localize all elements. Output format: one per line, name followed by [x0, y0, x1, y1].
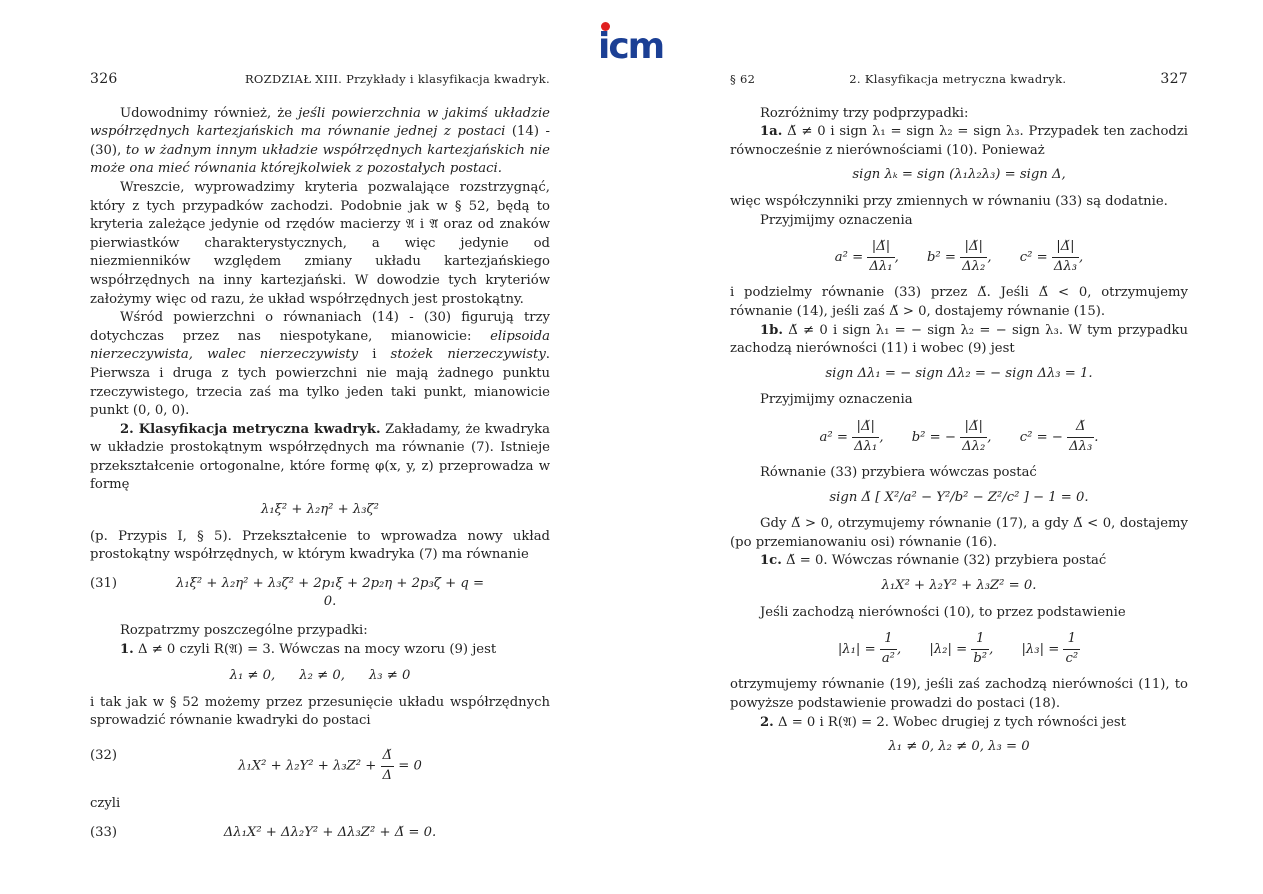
right-paragraph-3: więc współczynniki przy zmiennych w równaniu (33) są dodatnie. [730, 193, 1168, 209]
left-paragraph-3: Wśród powierzchni o równaniach (14) - (30) figurują trzy dotychczas przez nas niespotykane, mianowicie: elipsoida nierzeczywista, walec nierzeczywisty i stożek nierzeczywisty. Pierwsza i druga z tych powierzchni nie mają żadnego punktu rzeczywistego, trzecia zaś ma tylko jeden taki punkt, mianowicie punkt (0, 0, 0). [90, 310, 550, 419]
right-paragraph-6: 1b. Δ̆ ≠ 0 i sign λ₁ = − sign λ₂ = − sign λ₃. W tym przypadku zachodzą nierówności (11) i wobec (9) jest [730, 322, 1188, 357]
right-paragraph-4: Przyjmijmy oznaczenia [760, 212, 913, 228]
left-paragraph-5: (p. Przypis I, § 5). Przekształcenie to wprowadza nowy układ prostokątny współrzędnych, w którym kwadryka (7) ma równanie [90, 528, 550, 563]
left-paragraph-4: 2. Klasyfikacja metryczna kwadryk. Zakładamy, że kwadryka w układzie prostokątnym współrzędnych ma równanie (7). Istnieje przekształcenie ortogonalne, które formę φ(x, y, z) przeprowadza w formę [90, 421, 550, 493]
equation-sign-2: sign Δλ₁ = − sign Δλ₂ = − sign Δλ₃ = 1. [825, 365, 1093, 381]
right-paragraph-10: 1c. Δ̆ = 0. Wówczas równanie (32) przybiera postać [760, 553, 1107, 569]
right-section: § 62 [730, 72, 756, 86]
right-header [730, 70, 1188, 89]
equation-33-body: Δλ₁X² + Δλ₂Y² + Δλ₃Z² + Δ̆ = 0. [223, 824, 437, 840]
right-page-number: 327 [1160, 71, 1188, 87]
right-paragraph-1: Rozróżnimy trzy podprzypadki: [760, 105, 969, 121]
left-paragraph-8: i tak jak w § 52 możemy przez przesunięcie układu współrzędnych sprowadzić równanie kwadryki do postaci [90, 694, 550, 729]
right-paragraph-8: Równanie (33) przybiera wówczas postać [760, 465, 1037, 481]
left-page [90, 70, 550, 852]
equation-33-number: (33) [90, 824, 118, 840]
equation-abc-1a: a² = $\frac{|\Deltă|}{\text{Δλ₁}}$ , b² = $\frac{|\Deltă|}{\text{Δλ₂}}$ , c² = $\frac{|\Deltă|}{\text{Δλ₃}}$ , [834, 239, 1084, 274]
equation-32-body: λ₁X² + λ₂Y² + λ₃Z² + $\frac{\Deltă}{\Delta}$ = 0 [238, 748, 422, 783]
left-header [90, 70, 550, 89]
equation-forma: λ₁ξ² + λ₂η² + λ₃ζ² [261, 502, 379, 518]
equation-last: λ₁ ≠ 0, λ₂ ≠ 0, λ₃ = 0 [888, 739, 1030, 755]
equation-31-number: (31) [90, 575, 118, 591]
equation-1c: λ₁X² + λ₂Y² + λ₃Z² = 0. [881, 578, 1037, 594]
left-page-number: 326 [90, 71, 118, 87]
equation-32-number: (32) [90, 748, 118, 763]
equation-32 [90, 747, 550, 785]
equation-substitution: |λ₁| = $\frac{1}{\text{a²}}$ , |λ₂| = $\frac{1}{\text{b²}}$ , |λ₃| = $\frac{1}{\text{c²}}$ [837, 631, 1079, 666]
left-paragraph-6: Rozpatrzmy poszczególne przypadki: [120, 623, 368, 639]
right-running-head: 2. Klasyfikacja metryczna kwadryk. [849, 72, 1067, 86]
equation-canonical: sign Δ̆ [ X²/a² − Y²/b² − Z²/c² ] − 1 = 0. [829, 489, 1089, 505]
equation-33 [90, 824, 550, 843]
right-paragraph-9: Gdy Δ̆ > 0, otrzymujemy równanie (17), a gdy Δ̆ < 0, dostajemy (po przemianowaniu osi) równanie (16). [730, 516, 1188, 550]
equation-31 [90, 575, 550, 612]
icm-logo [598, 20, 676, 66]
left-paragraph-1: Udowodnimy również, że jeśli powierzchnia w jakimś układzie współrzędnych kartezjańskich ma równanie jednej z postaci (14) - (30), to w żadnym innym układzie współrzędnych kartezjańskich nie może ona mieć równania którejkolwiek z pozostałych postaci. [90, 105, 550, 177]
right-paragraph-2: 1a. Δ̆ ≠ 0 i sign λ₁ = sign λ₂ = sign λ₃. Przypadek ten zachodzi równocześnie z nierównościami (10). Ponieważ [730, 124, 1188, 158]
right-paragraph-5: i podzielmy równanie (33) przez Δ̆. Jeśli Δ̆ < 0, otrzymujemy równanie (14), jeśli zaś Δ̆ > 0, dostajemy równanie (15). [730, 285, 1188, 319]
czyli-label: czyli [90, 796, 121, 812]
right-paragraph-13: 2. Δ = 0 i R(𝔄) = 2. Wobec drugiej z tych równości jest [760, 714, 1126, 730]
logo-text: icm [598, 26, 664, 67]
left-paragraph-7: 1. Δ ≠ 0 czyli R(𝔄) = 3. Wówczas na mocy wzoru (9) jest [120, 641, 497, 657]
left-running-head: ROZDZIAŁ XIII. Przykłady i klasyfikacja kwadryk. [244, 72, 550, 86]
equation-31-body: λ₁ξ² + λ₂η² + λ₃ζ² + 2p₁ξ + 2p₂η + 2p₃ζ + q = 0. [175, 575, 485, 610]
right-paragraph-7: Przyjmijmy oznaczenia [760, 392, 913, 408]
equation-abc-1b: a² = $\frac{|\Deltă|}{\text{Δλ₁}}$ , b² = − $\frac{|\Deltă|}{\text{Δλ₂}}$ , c² = − $\frac{\Deltă}{\text{Δλ₃}}$ . [819, 418, 1099, 454]
equation-sign: sign λₖ = sign (λ₁λ₂λ₃) = sign Δ, [852, 167, 1066, 183]
equation-lambdas: λ₁ ≠ 0, λ₂ ≠ 0, λ₃ ≠ 0 [229, 668, 411, 684]
right-paragraph-12: otrzymujemy równanie (19), jeśli zaś zachodzą nierówności (11), to powyższe podstawienie prowadzi do postaci (18). [730, 677, 1188, 712]
right-paragraph-11: Jeśli zachodzą nierówności (10), to przez podstawienie [760, 604, 1126, 620]
right-page [730, 70, 1188, 765]
left-paragraph-2: Wreszcie, wyprowadzimy kryteria pozwalające rozstrzygnąć, który z tych przypadków zachodzi. Podobnie jak w § 52, będą to kryteria zależące jedynie od rzędów macierzy 𝔄 i 𝔄̆ oraz od znaków pierwiastków charakterystycznych, a więc jedynie od niezmienników względem zmiany układu kartezjańskiego współrzędnych na inny kartezjański. W dowodzie tych kryteriów założymy więc od razu, że układ współrzędnych jest prostokątny. [90, 179, 550, 307]
